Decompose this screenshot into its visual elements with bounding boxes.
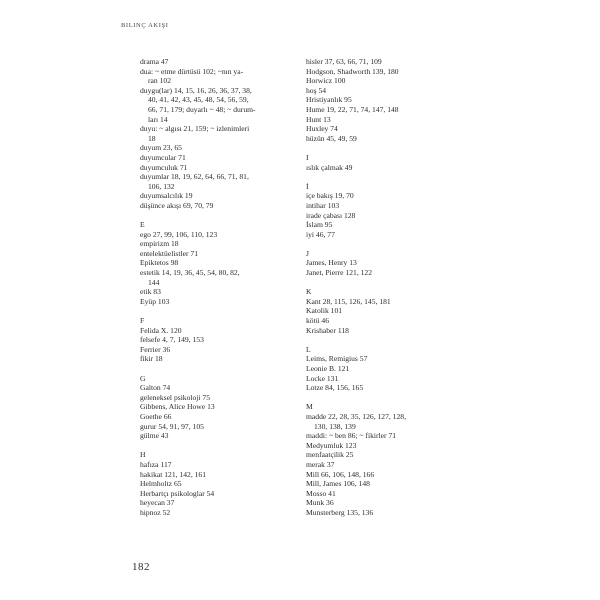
index-entry: Ferrier 36 xyxy=(140,344,171,354)
index-entry: Leonie B. 121 xyxy=(306,364,350,373)
index-entry: Hristiyanlık 95 xyxy=(306,95,352,105)
index-entry: Huxley 74 xyxy=(306,124,338,134)
index-entry: Helmholtz 65 xyxy=(140,479,182,489)
index-entry: maddi: ~ ben 86; ~ fikirler 71 xyxy=(306,431,397,441)
index-entry: felsefe 4, 7, 149, 153 xyxy=(140,335,204,345)
index-entry: Hunt 13 xyxy=(306,114,331,124)
index-entry: dua: ~ etme dürtüsü 102; ~nın ya- xyxy=(140,66,244,76)
index-entry: Horwicz 100 xyxy=(306,76,346,86)
index-entry: menfaatçilik 25 xyxy=(306,450,354,460)
index-entry: düşünce akışı 69, 70, 79 xyxy=(140,200,214,210)
index-entry: İslam 95 xyxy=(306,220,333,230)
index-entry: Galton 74 xyxy=(140,383,171,393)
index-entry: Janet, Pierre 121, 122 xyxy=(306,268,373,278)
index-entry: Herbartçı psikologlar 54 xyxy=(140,488,215,498)
index-entry: Munk 36 xyxy=(306,498,334,508)
index-entry: iyi 46, 77 xyxy=(306,229,335,239)
index-entry: estetik 14, 19, 36, 45, 54, 80, 82, xyxy=(140,268,240,278)
index-entry: duyumsalcılık 19 xyxy=(140,191,193,201)
index-entry: Epiktetos 98 xyxy=(140,258,179,268)
index-entry: duygu(lar) 14, 15, 16, 26, 36, 37, 38, xyxy=(140,85,252,95)
index-entry: hüzün 45, 49, 59 xyxy=(306,133,357,143)
index-section-letter: İ xyxy=(306,181,309,191)
index-entry: Hodgson, Shadworth 139, 180 xyxy=(306,66,399,76)
index-entry: Gibbens, Alice Howe 13 xyxy=(140,402,215,412)
running-header: BILINÇ AKIŞI xyxy=(121,22,169,29)
index-entry: James, Henry 13 xyxy=(306,258,357,268)
index-entry: empirizm 18 xyxy=(140,239,179,249)
index-section-letter: F xyxy=(140,316,145,326)
index-entry: intihar 103 xyxy=(306,200,340,210)
index-entry: kötü 46 xyxy=(306,316,329,326)
index-entry: Lotze 84, 156, 165 xyxy=(306,383,364,393)
index-entry: içe bakış 19, 70 xyxy=(306,191,354,201)
index-entry-continuation: 18 xyxy=(148,133,156,143)
index-entry-continuation: ran 102 xyxy=(148,76,171,86)
index-section-letter: H xyxy=(140,450,146,460)
index-entry: hafıza 117 xyxy=(140,459,172,469)
index-section-letter: M xyxy=(306,402,313,412)
index-entry: Leims, Remigius 57 xyxy=(306,354,368,364)
index-section-letter: K xyxy=(306,287,312,297)
index-entry: duyum 23, 65 xyxy=(140,143,182,153)
index-entry-continuation: 130, 138, 139 xyxy=(314,421,356,431)
index-entry: drama 47 xyxy=(140,57,169,66)
index-entry: etik 83 xyxy=(140,287,161,297)
index-entry: irade çabası 128 xyxy=(306,210,356,220)
index-entry: Hume 19, 22, 71, 74, 147, 148 xyxy=(306,104,399,114)
index-section-letter: E xyxy=(140,220,145,230)
index-entry: gurur 54, 91, 97, 105 xyxy=(140,421,204,431)
index-section-letter: J xyxy=(306,248,309,258)
index-entry: geleneksel psikoloji 75 xyxy=(140,392,211,402)
index-entry: hisler 37, 63, 66, 71, 109 xyxy=(306,57,382,66)
index-entry-continuation: ları 14 xyxy=(148,114,168,124)
index-entry: merak 37 xyxy=(306,459,335,469)
index-entry: hipnoz 52 xyxy=(140,507,171,517)
index-entry: Medyumluk 123 xyxy=(306,440,357,450)
index-section-letter: I xyxy=(306,152,309,162)
index-entry: duyumcular 71 xyxy=(140,152,186,162)
index-entry: Goethe 66 xyxy=(140,411,172,421)
index-entry: fikir 18 xyxy=(140,354,163,364)
index-entry: heyecan 37 xyxy=(140,498,175,508)
index-entry: Locke 131 xyxy=(306,373,339,383)
index-entry: entelektüelistler 71 xyxy=(140,248,198,258)
index-entry: hakikat 121, 142, 161 xyxy=(140,469,207,479)
index-entry: Mill, James 106, 148 xyxy=(306,479,370,489)
index-entry: ıslık çalmak 49 xyxy=(306,162,353,172)
index-entry: gülme 43 xyxy=(140,431,169,441)
index-entry: Munsterberg 135, 136 xyxy=(306,507,374,517)
index-entry: Krishaber 118 xyxy=(306,325,349,335)
index-entry: Katolik 101 xyxy=(306,306,343,316)
index-entry: hoş 54 xyxy=(306,85,327,95)
index-entry-continuation: 40, 41, 42, 43, 45, 48, 54, 56, 59, xyxy=(148,95,249,105)
index-entry: Eyüp 103 xyxy=(140,296,170,306)
index-entry: Kant 28, 115, 126, 145, 181 xyxy=(306,296,391,306)
index-entry: duyumlar 18, 19, 62, 64, 66, 71, 81, xyxy=(140,172,249,182)
index-section-letter: G xyxy=(140,373,146,383)
index-entry: duyumculuk 71 xyxy=(140,162,188,172)
index-entry-continuation: 66, 71, 179; duyarlı ~ 48; ~ durum- xyxy=(148,104,256,114)
index-column-right xyxy=(306,57,466,518)
index-entry: madde 22, 28, 35, 126, 127, 128, xyxy=(306,411,406,421)
index-entry-continuation: 144 xyxy=(148,277,160,287)
page-number: 182 xyxy=(132,561,150,573)
index-entry-continuation: 106, 132 xyxy=(148,181,175,191)
index-column-left xyxy=(140,57,300,518)
index-section-letter: L xyxy=(306,344,311,354)
index-entry: Mill 66, 106, 148, 166 xyxy=(306,469,375,479)
index-entry: duyu: ~ algısı 21, 159; ~ izlenimleri xyxy=(140,124,250,134)
index-entry: Mosso 41 xyxy=(306,488,336,498)
index-entry: ego 27, 99, 106, 110, 123 xyxy=(140,229,218,239)
index-entry: Felida X. 120 xyxy=(140,325,182,335)
